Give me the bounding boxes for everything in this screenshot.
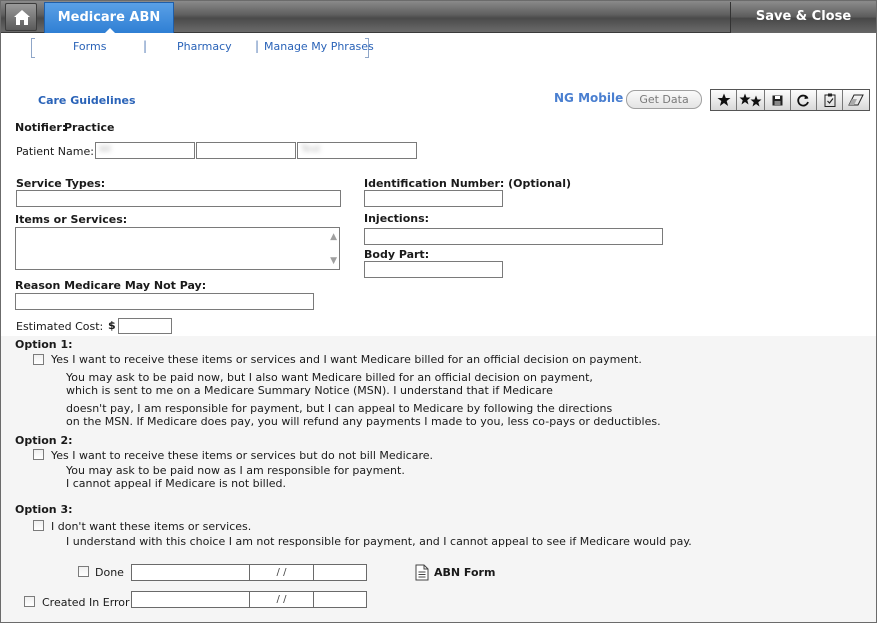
nav-bracket-left <box>31 38 35 58</box>
option2-heading: Option 2: <box>15 434 73 447</box>
scroll-down-icon[interactable]: ▼ <box>330 256 337 266</box>
option2-text: You may ask to be paid now as I am responsible for payment. <box>66 464 405 477</box>
created-in-error-checkbox[interactable] <box>24 596 35 607</box>
nav-separator: | <box>255 39 260 53</box>
nav-forms-link[interactable]: Forms <box>73 40 107 53</box>
created-in-error-label: Created In Error <box>42 596 130 609</box>
star-button[interactable] <box>711 90 737 110</box>
document-icon <box>415 564 429 581</box>
option1-text: on the MSN. If Medicare does pay, you will refund any payments I made to you, less co-pays or deductibles. <box>66 415 661 428</box>
option1-checkbox[interactable] <box>33 354 44 365</box>
option1-text: doesn't pay, I am responsible for payment, but I can appeal to Medicare by following the directions <box>66 402 613 415</box>
option1-text: You may ask to be paid now, but I also want Medicare billed for an official decision on payment, <box>66 371 593 384</box>
scroll-up-icon[interactable]: ▲ <box>330 232 337 242</box>
notifier-label: Notifier: <box>15 121 67 134</box>
refresh-icon <box>797 94 810 107</box>
option3-text: I understand with this choice I am not responsible for payment, and I cannot appeal to see if Medicare would pay. <box>66 535 692 548</box>
patient-middle-name[interactable] <box>196 142 296 159</box>
eraser-icon <box>848 94 864 106</box>
home-button[interactable] <box>5 3 37 31</box>
option1-heading: Option 1: <box>15 338 73 351</box>
tab-medicare-abn[interactable]: Medicare ABN <box>44 2 174 33</box>
patient-first-name[interactable] <box>95 142 195 159</box>
star-icon <box>717 93 731 107</box>
items-services-textarea[interactable] <box>15 227 340 270</box>
injections-label: Injections: <box>364 212 430 225</box>
option2-text: I cannot appeal if Medicare is not billed. <box>66 477 287 490</box>
done-date-field[interactable]: / / <box>250 565 314 580</box>
abn-form-button[interactable] <box>415 563 495 581</box>
reason-input[interactable] <box>15 293 314 310</box>
top-bar <box>1 1 876 33</box>
home-icon <box>13 9 31 26</box>
body-part-input[interactable] <box>364 261 503 278</box>
nav-manage-phrases-link[interactable]: Manage My Phrases <box>264 40 374 53</box>
items-services-label: Items or Services: <box>15 213 128 226</box>
notifier-value: Practice <box>64 121 115 134</box>
refresh-button[interactable] <box>791 90 817 110</box>
error-date-fields <box>131 591 367 608</box>
option2-checkbox[interactable] <box>33 449 44 460</box>
option2-check-label: Yes I want to receive these items or services but do not bill Medicare. <box>51 449 434 462</box>
abn-form-label: ABN Form <box>434 565 496 579</box>
option3-check-label: I don't want these items or services. <box>51 520 252 533</box>
option1-check-label: Yes I want to receive these items or services and I want Medicare billed for an official decision on payment. <box>51 353 642 366</box>
double-star-icon <box>739 93 763 107</box>
nav-pharmacy-link[interactable]: Pharmacy <box>177 40 232 53</box>
estimated-cost-input[interactable] <box>118 318 172 334</box>
save-close-button[interactable]: Save & Close <box>730 2 876 33</box>
double-star-button[interactable] <box>737 90 765 110</box>
nav-separator: | <box>143 39 148 53</box>
done-time-field[interactable] <box>314 565 366 580</box>
done-label: Done <box>95 566 124 579</box>
get-data-button[interactable]: Get Data <box>626 90 702 109</box>
error-time-field[interactable] <box>314 592 366 607</box>
identification-number-input[interactable] <box>364 190 503 207</box>
dollar-sign: $ <box>108 319 116 332</box>
error-date-field[interactable]: / / <box>250 592 314 607</box>
option1-text: which is sent to me on a Medicare Summary Notice (MSN). I understand that if Medicare <box>66 384 553 397</box>
clipboard-check-icon <box>824 93 836 107</box>
care-guidelines-link[interactable]: Care Guidelines <box>38 94 136 107</box>
identification-number-label: Identification Number: (Optional) <box>364 177 572 190</box>
eraser-button[interactable] <box>843 90 869 110</box>
service-types-label: Service Types: <box>16 177 106 190</box>
patient-first-name-value: Wi <box>99 144 112 155</box>
done-user-field[interactable] <box>132 565 250 580</box>
option3-checkbox[interactable] <box>33 520 44 531</box>
estimated-cost-label: Estimated Cost: <box>16 320 104 333</box>
clipboard-check-button[interactable] <box>817 90 843 110</box>
save-button[interactable] <box>765 90 791 110</box>
injections-input[interactable] <box>364 228 663 245</box>
body-part-label: Body Part: <box>364 248 430 261</box>
save-icon <box>772 95 783 106</box>
ng-mobile-label: NG Mobile <box>554 91 624 105</box>
tool-strip <box>710 89 870 111</box>
patient-last-name-value: Test <box>301 144 321 155</box>
done-date-fields <box>131 564 367 581</box>
patient-name-label: Patient Name: <box>16 145 94 158</box>
error-user-field[interactable] <box>132 592 250 607</box>
done-checkbox[interactable] <box>78 566 89 577</box>
option3-heading: Option 3: <box>15 503 73 516</box>
reason-label: Reason Medicare May Not Pay: <box>15 279 207 292</box>
patient-last-name[interactable] <box>297 142 417 159</box>
service-types-input[interactable] <box>16 190 341 207</box>
